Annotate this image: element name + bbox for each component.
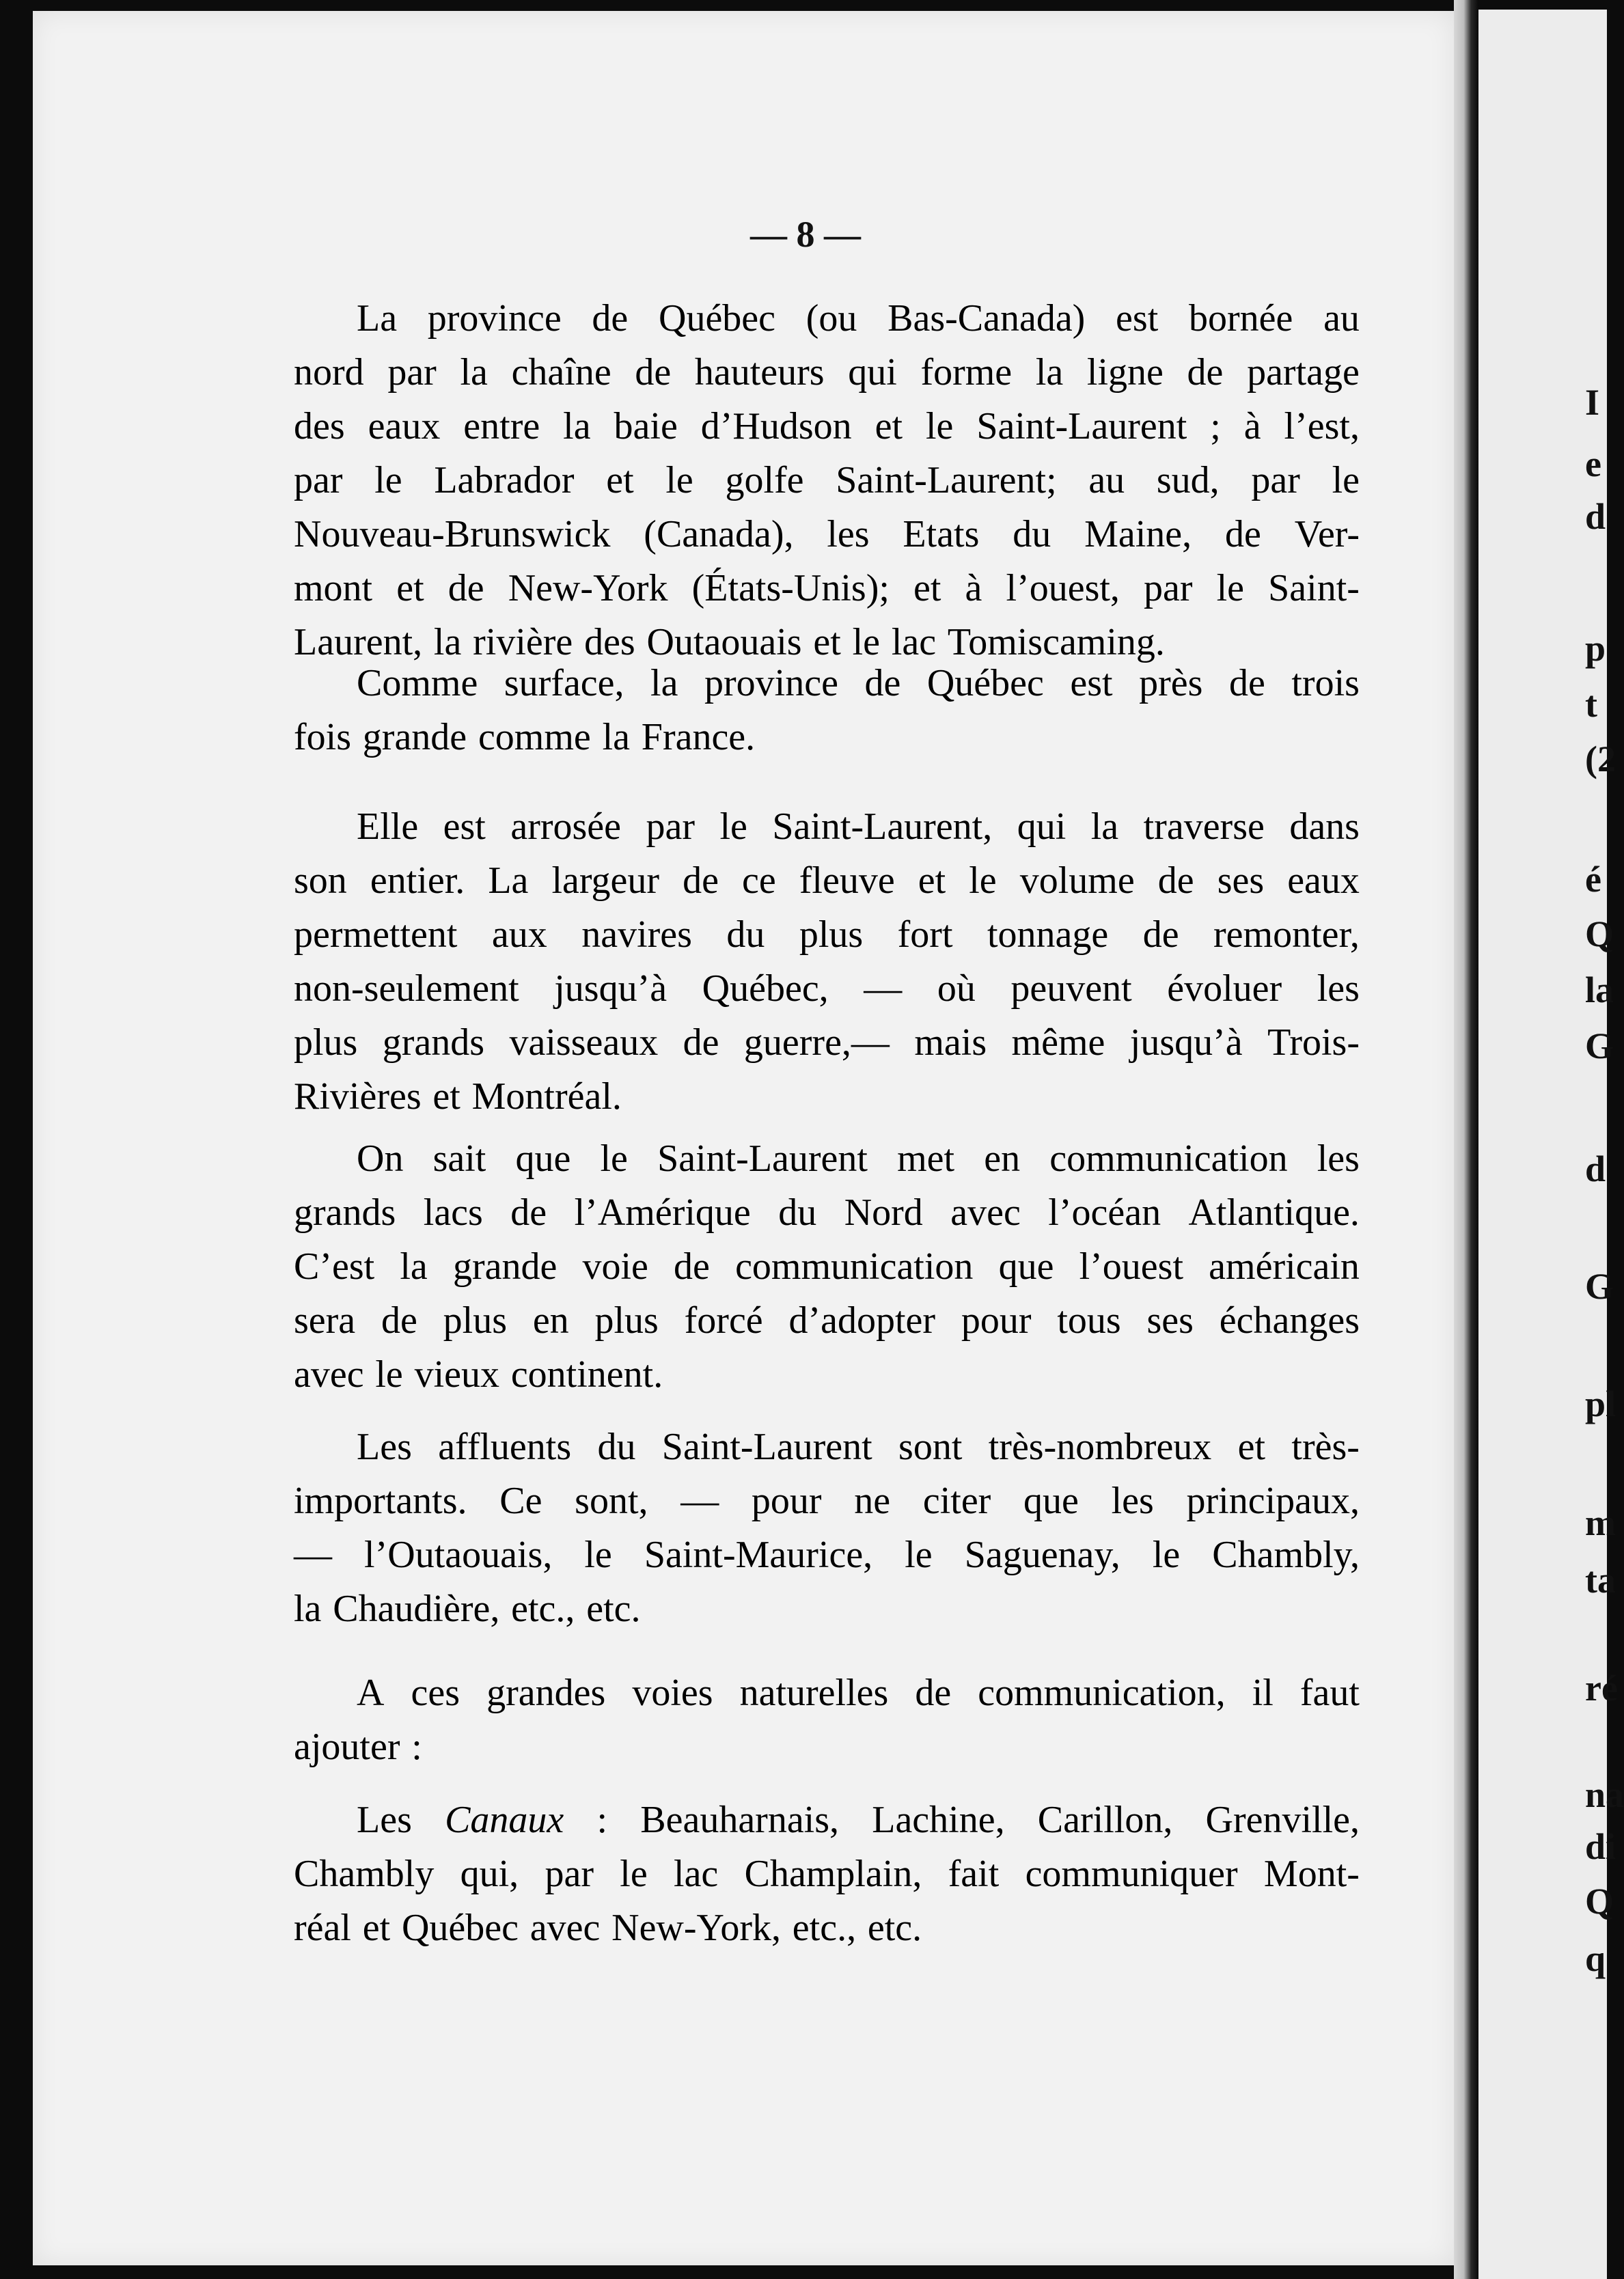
text-line: C’est la grande voie de communication que l’ouest américain [294,1245,1360,1288]
text-line: fois grande comme la France. [294,716,756,758]
text-line: Les Canaux : Beauharnais, Lachine, Carillon, Grenville, [357,1799,1360,1841]
facing-page-letter: e [1585,443,1601,484]
text-line: des eaux entre la baie d’Hudson et le Saint-Laurent ; à l’est, [294,405,1360,447]
text-line: ajouter : [294,1726,422,1768]
text-line: Nouveau-Brunswick (Canada), les Etats du Maine, de Ver- [294,513,1360,555]
text-line: non-seulement jusqu’à Québec, — où peuvent évoluer les [294,967,1360,1010]
text-line: avec le vieux continent. [294,1353,663,1396]
text-line: permettent aux navires du plus fort tonnage de remonter, [294,913,1360,956]
text-line: plus grands vaisseaux de guerre,— mais même jusqu’à Trois- [294,1021,1360,1064]
facing-page-letter: t [1585,684,1597,725]
text-line: réal et Québec avec New-York, etc., etc. [294,1907,922,1949]
text-line: — l’Outaouais, le Saint-Maurice, le Saguenay, le Chambly, [294,1534,1360,1576]
facing-page-letter: Q [1585,1881,1614,1922]
text-line: importants. Ce sont, — pour ne citer que les principaux, [294,1480,1360,1522]
text-line: A ces grandes voies naturelles de communication, il faut [357,1672,1360,1714]
text-line: Les affluents du Saint-Laurent sont très-nombreux et très- [357,1426,1360,1468]
text-line: mont et de New-York (États-Unis); et à l’ouest, par le Saint- [294,567,1360,609]
text-line: grands lacs de l’Amérique du Nord avec l’océan Atlantique. [294,1191,1360,1234]
facing-page-letter: q [1585,1938,1606,1979]
facing-page-letter: pl [1585,1383,1616,1424]
facing-page-letter: ré [1585,1668,1618,1709]
text-line: La province de Québec (ou Bas-Canada) est bornée au [357,297,1360,340]
facing-page-letter: ta [1585,1560,1616,1601]
facing-page-letter: Q [1585,913,1614,954]
text-line: On sait que le Saint-Laurent met en communication les [357,1137,1360,1180]
text-line: Rivières et Montréal. [294,1075,622,1118]
facing-page-letter: la [1585,969,1614,1010]
facing-page-letter: I [1585,382,1600,423]
text-line: Elle est arrosée par le Saint-Laurent, qui la traverse dans [357,805,1360,848]
facing-page-letter: d [1585,496,1606,537]
facing-page-letter: d [1585,1148,1606,1189]
facing-page-letter: G [1585,1025,1614,1066]
text-line: nord par la chaîne de hauteurs qui forme la ligne de partage [294,351,1360,393]
facing-page-letter: é [1585,859,1601,900]
page-number: — 8 — [750,214,861,255]
text-line: Chambly qui, par le lac Champlain, fait communiquer Mont- [294,1853,1360,1895]
page-gutter [1454,0,1478,2279]
facing-page-letter: p [1585,628,1606,669]
facing-page-letter: m [1585,1502,1616,1543]
text-line: sera de plus en plus forcé d’adopter pour tous ses échanges [294,1299,1360,1342]
text-line: Laurent, la rivière des Outaouais et le lac Tomiscaming. [294,621,1165,663]
text-line: Comme surface, la province de Québec est près de trois [357,662,1360,704]
text-line: par le Labrador et le golfe Saint-Laurent; au sud, par le [294,459,1360,501]
facing-page-letter: (2 [1585,738,1616,779]
facing-page-letter: di [1585,1826,1616,1867]
facing-page-letter: na [1585,1774,1624,1815]
text-line: son entier. La largeur de ce fleuve et le volume de ses eaux [294,859,1360,902]
text-line: la Chaudière, etc., etc. [294,1588,641,1630]
facing-page-letter: G [1585,1266,1614,1307]
